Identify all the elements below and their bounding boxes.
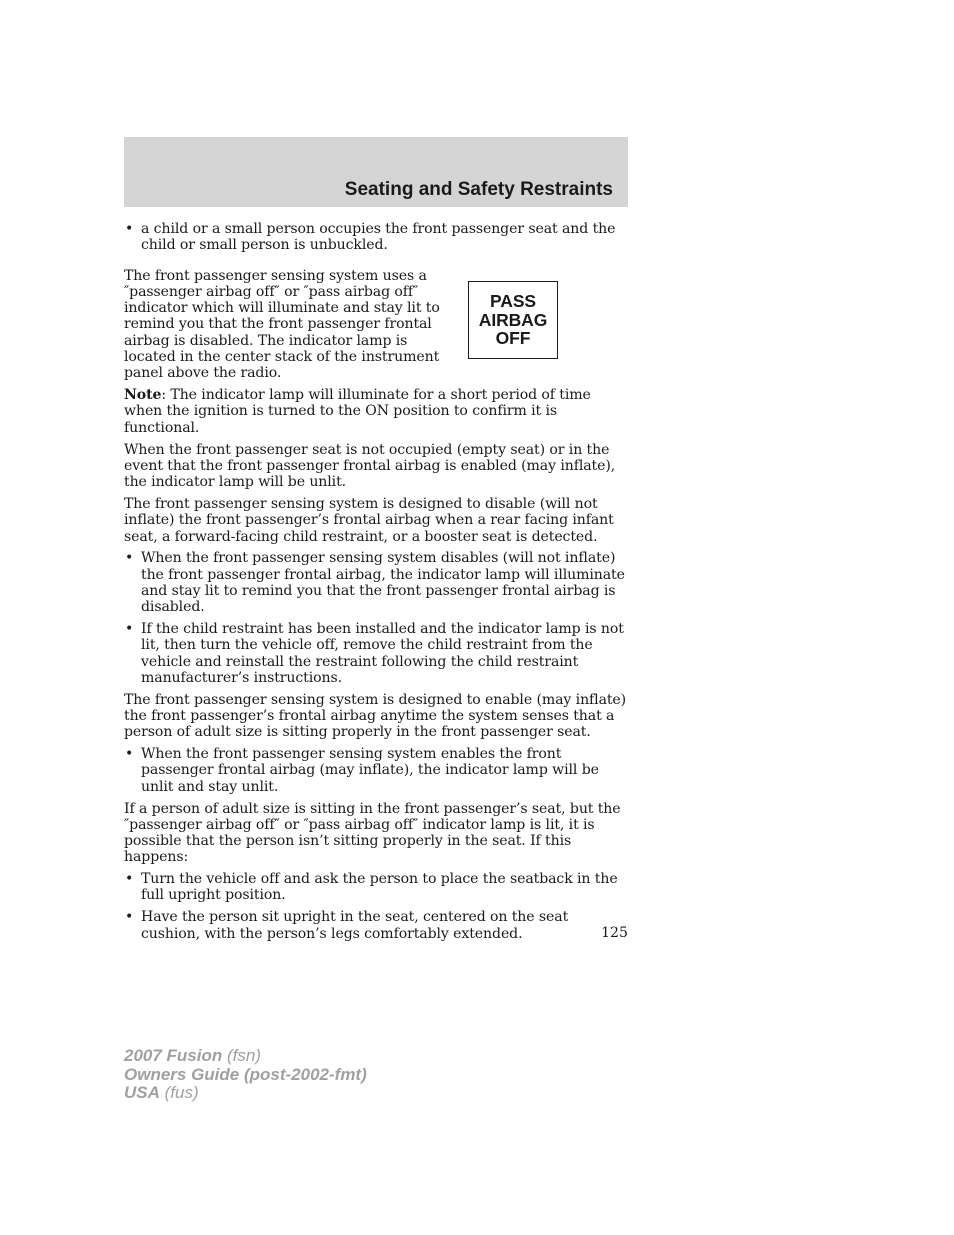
bullet-icon: •	[125, 909, 134, 926]
paragraph: The front passenger sensing system is designed to disable (will not inflate) the front passenger’s frontal airbag when a rear facing infant seat, a forward-facing child restraint, or a booster seat is detected.	[124, 495, 614, 545]
note-label: Note	[124, 387, 162, 404]
bullet-icon: •	[125, 221, 134, 237]
footer-line-2	[124, 1066, 367, 1085]
pass-airbag-off-indicator-icon	[468, 281, 558, 359]
list-item	[124, 871, 628, 904]
footer-model-code: (fsn)	[222, 1046, 261, 1065]
document-footer	[124, 1047, 367, 1103]
page-body	[124, 221, 628, 947]
paragraph: The front passenger sensing system is designed to enable (may inflate) the front passenger’s frontal airbag anytime the system senses that a person of adult size is sitting properly in the front passenger seat.	[124, 691, 627, 741]
list-item	[124, 746, 628, 795]
list-item-text: Have the person sit upright in the seat, centered on the seat cushion, with the person’s legs comfortably extended.	[141, 909, 569, 942]
note-paragraph	[124, 387, 628, 436]
list-item-text: When the front passenger sensing system disables (will not inflate) the front passenger frontal airbag, the indicator lamp will illuminate and stay lit to remind you that the front passenger frontal airbag is disabled.	[141, 550, 625, 616]
paragraph: If a person of adult size is sitting in the front passenger’s seat, but the ″passenger airbag off″ or ″pass airbag off″ indicator lamp is lit, it is possible that the person isn’t sitting properly in the seat. If this happens:	[124, 800, 621, 866]
page-number: 125	[601, 925, 628, 941]
footer-market-code: (fus)	[159, 1083, 199, 1102]
list-item-text: When the front passenger sensing system enables the front passenger frontal airbag (may inflate), the indicator lamp will be unlit and stay unlit.	[141, 746, 599, 795]
section-title: Seating and Safety Restraints	[344, 179, 613, 200]
bullet-icon: •	[125, 746, 134, 763]
footer-line-1	[124, 1047, 367, 1066]
indicator-line-2: AIRBAG	[478, 309, 548, 330]
list-item-text: a child or a small person occupies the front passenger seat and the child or small person is unbuckled.	[141, 221, 616, 254]
footer-line-3	[124, 1084, 367, 1103]
bullet-icon: •	[125, 550, 134, 567]
list-item	[124, 550, 628, 615]
bullet-icon: •	[125, 871, 134, 888]
list-item-text: Turn the vehicle off and ask the person to place the seatback in the full upright position.	[141, 871, 618, 904]
list-item	[124, 909, 628, 942]
footer-model: 2007 Fusion	[124, 1046, 223, 1065]
list-item	[124, 221, 628, 254]
paragraph: When the front passenger seat is not occupied (empty seat) or in the event that the front passenger frontal airbag is enabled (may inflate), the indicator lamp will be unlit.	[124, 441, 616, 491]
indicator-line-3: OFF	[495, 328, 531, 349]
list-item	[124, 621, 628, 686]
note-text: : The indicator lamp will illuminate for a short period of time when the ignition is turned to the ON position to confirm it is functional.	[124, 387, 591, 436]
footer-market: USA	[124, 1083, 160, 1102]
indicator-line-1: PASS	[490, 291, 536, 312]
list-item-text: If the child restraint has been installed and the indicator lamp is not lit, then turn the vehicle off, remove the child restraint from the vehicle and reinstall the restraint following the child restraint manufacturer’s instructions.	[141, 621, 624, 686]
paragraph: The front passenger sensing system uses a ″passenger airbag off″ or ″pass airbag off″ indicator which will illuminate and stay lit to remind you that the front passenger frontal airbag is disabled. The indicator lamp is located in the center stack of the instrument panel above the radio.	[124, 267, 440, 382]
section-header	[124, 137, 628, 207]
bullet-icon: •	[125, 621, 134, 638]
footer-guide: Owners Guide (post-2002-fmt)	[124, 1064, 367, 1084]
